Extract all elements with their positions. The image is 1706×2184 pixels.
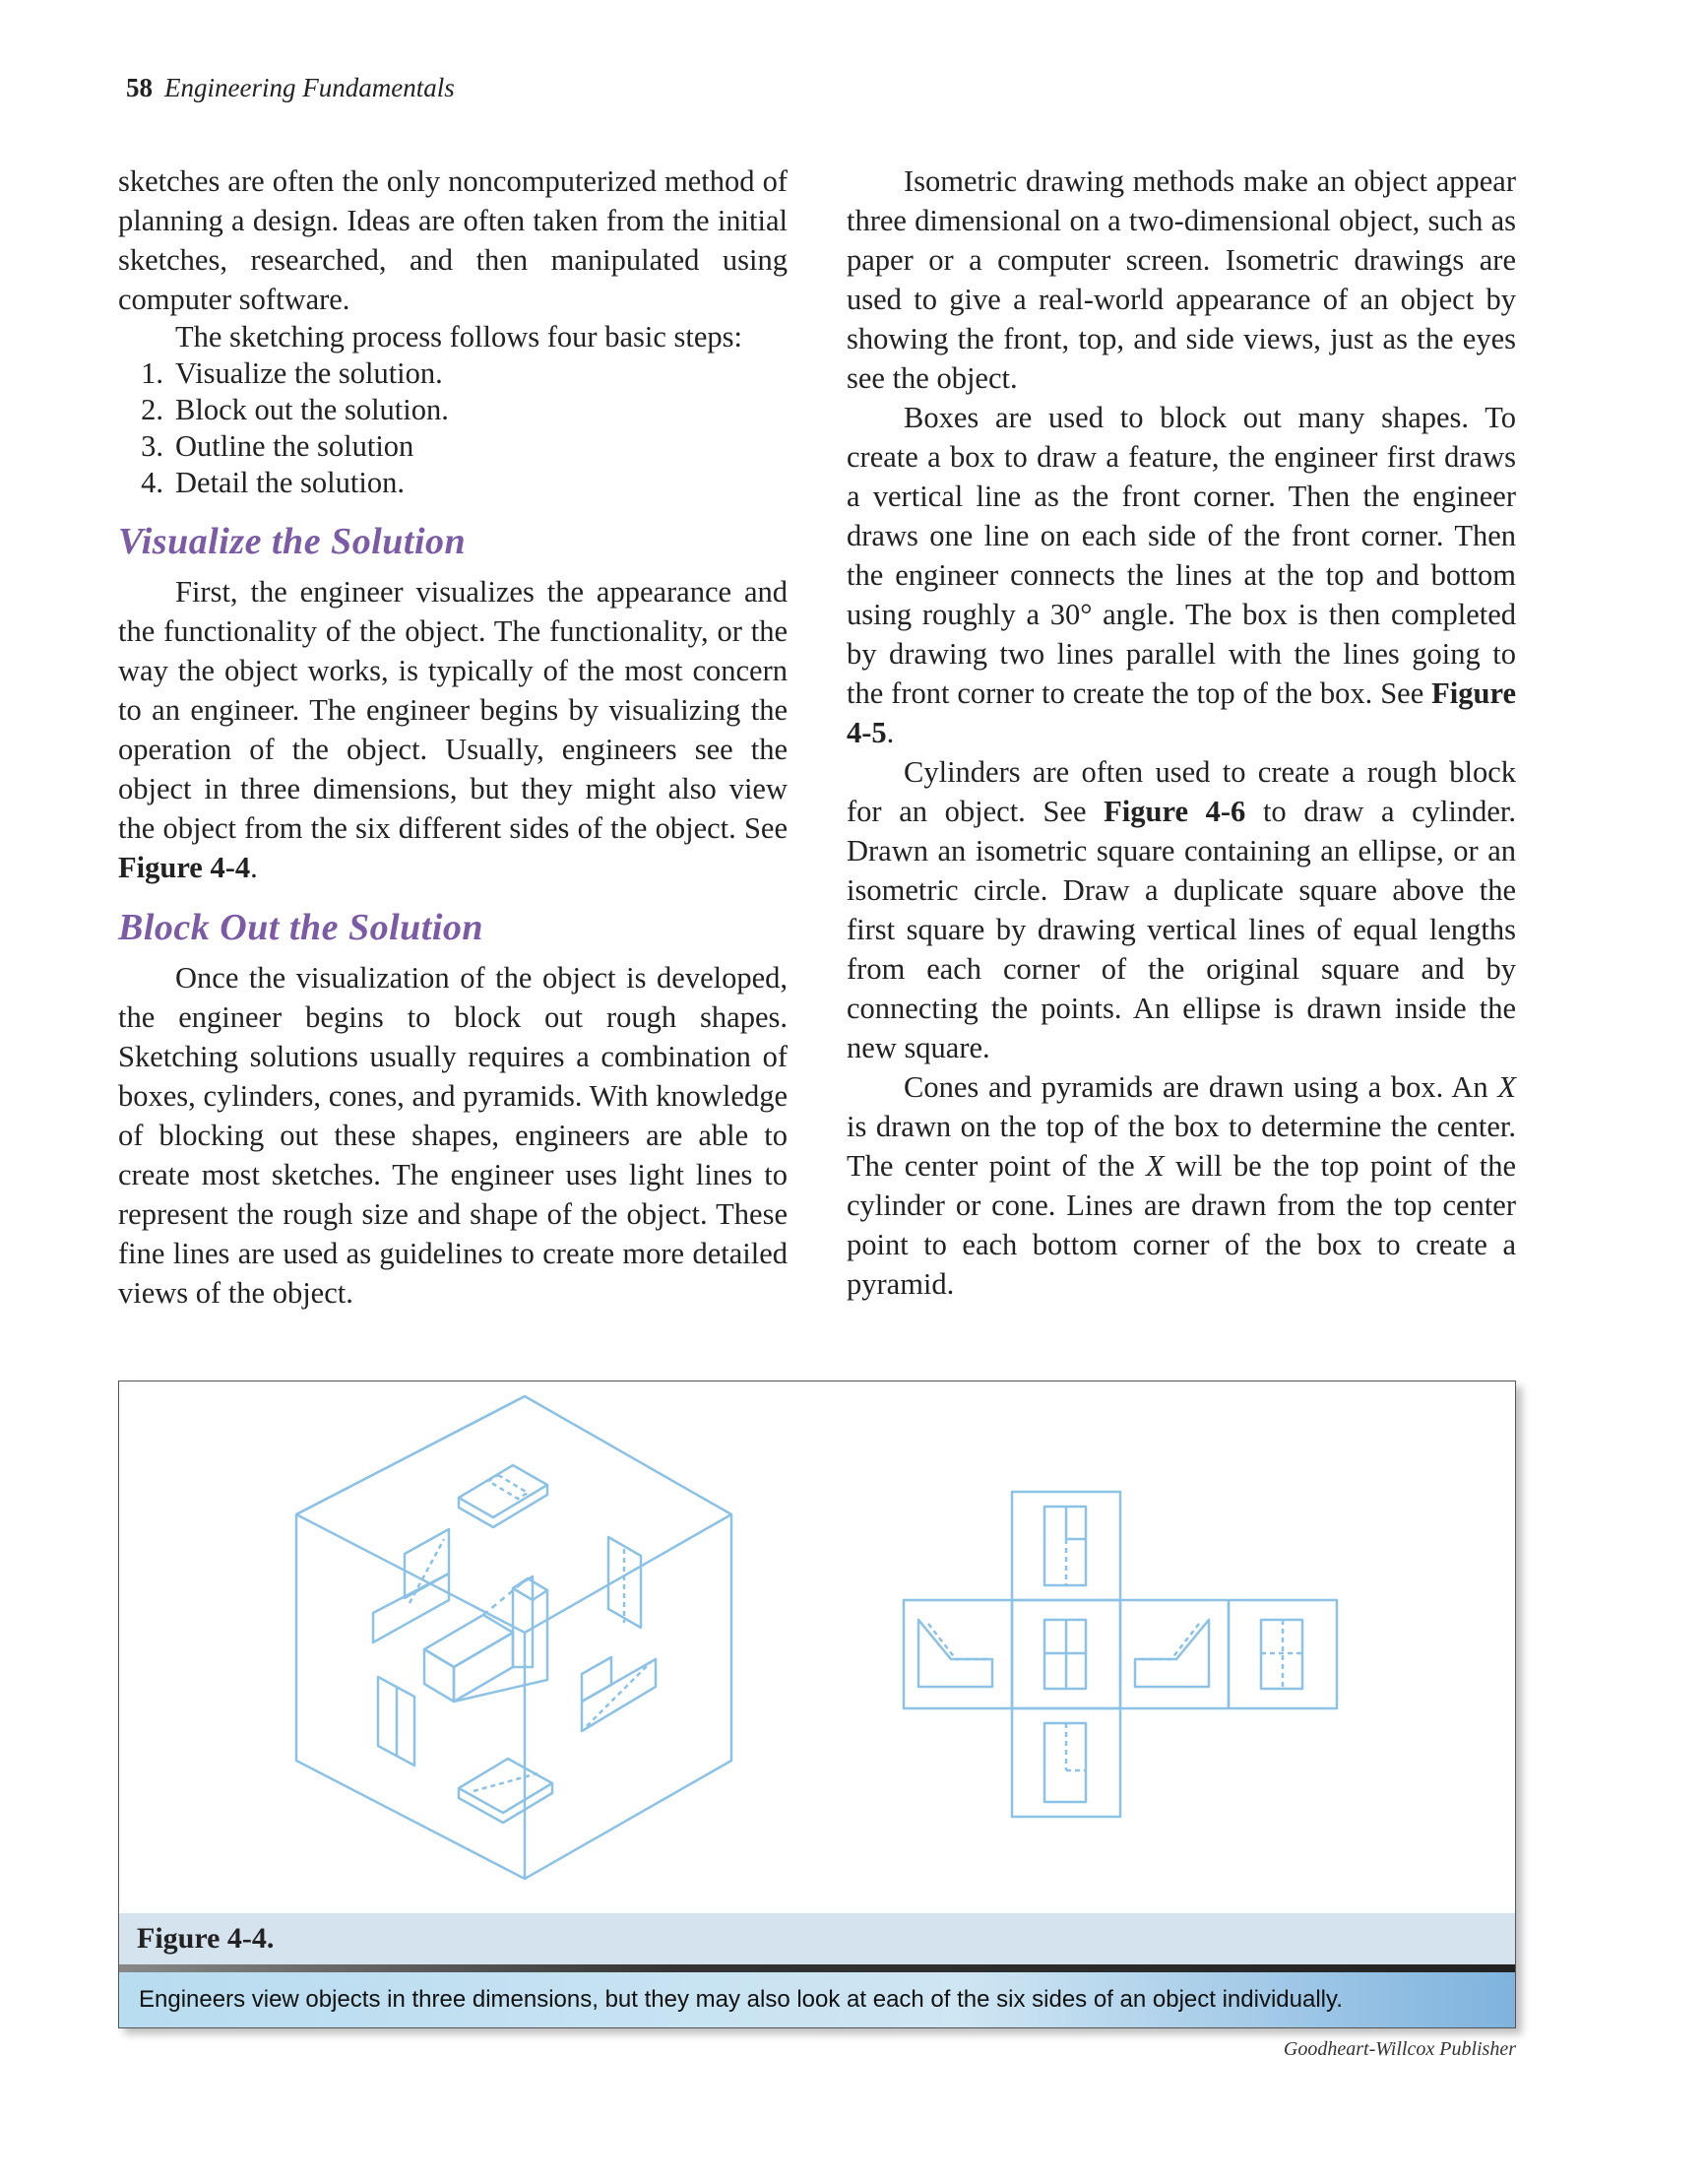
figure-caption: Engineers view objects in three dimensions, but they may also look at each of the six sides of an object individually.	[119, 1972, 1515, 2027]
left-projected-part	[373, 1529, 449, 1642]
right-column	[847, 161, 1516, 1304]
isometric-cube	[296, 1396, 731, 1879]
visualize-paragraph: First, the engineer visualizes the appearance and the functionality of the object. The functionality, or the way the object works, is typically of the most concern to an engineer. The engineer begins by visualizing the operation of the object. Usually, engineers see the object in three dimensions, but they might also view the object from the six different sides of the object. See Figure 4-4.	[118, 575, 788, 884]
section-heading-block-out: Block Out the Solution	[118, 907, 484, 948]
list-item: 4. Detail the solution.	[141, 466, 405, 499]
six-view-cross	[904, 1492, 1337, 1817]
figure-reference: Figure 4-6	[1104, 795, 1246, 828]
left-view	[904, 1600, 1012, 1708]
list-item: 2. Block out the solution.	[141, 393, 449, 426]
figure-reference: Figure 4-4	[118, 851, 251, 884]
left-column	[118, 161, 788, 1313]
list-item: 1. Visualize the solution.	[141, 356, 443, 390]
central-part	[424, 1576, 547, 1702]
section-heading-visualize: Visualize the Solution	[118, 521, 467, 562]
page-number: 58	[126, 73, 153, 102]
steps-intro: The sketching process follows four basic steps:	[175, 320, 742, 353]
page-header	[126, 73, 455, 103]
intro-paragraph: sketches are often the only noncomputerized method of planning a design. Ideas are often taken from the initial sketches, researched, and then manipulated using computer software.	[118, 164, 788, 316]
figure-4-4	[118, 1381, 1516, 2028]
isometric-paragraph: Isometric drawing methods make an object appear three dimensional on a two-dimensional object, such as paper or a computer screen. Isometric drawings are used to give a real-world appearance of an object by showing the front, top, and side views, just as the eyes see the object.	[847, 164, 1516, 395]
publisher-credit: Goodheart-Willcox Publisher	[1283, 2038, 1516, 2060]
boxes-paragraph: Boxes are used to block out many shapes. To create a box to draw a feature, the engineer first draws a vertical line as the front corner. Then the engineer draws one line on each side of the front corner. Then the engineer connects the lines at the top and bottom using roughly a 30° angle. The box is then completed by drawing two lines parallel with the lines going to the front corner to create the top of the box. See Figure 4-5.	[847, 401, 1516, 749]
running-title: Engineering Fundamentals	[164, 73, 455, 102]
cones-paragraph: Cones and pyramids are drawn using a box. An X is drawn on the top of the box to determine the center. The center point of the X will be the top point of the cylinder or cone. Lines are drawn from the top center point to each bottom corner of the box to create a pyramid.	[847, 1070, 1516, 1301]
top-projected-part	[459, 1465, 547, 1527]
steps-list	[118, 355, 788, 501]
right-lower-projected-part	[582, 1657, 656, 1731]
figure-illustration	[119, 1381, 1515, 1913]
cylinders-paragraph: Cylinders are often used to create a rough block for an object. See Figure 4-6 to draw a cylinder. Drawn an isometric square containing an ellipse, or an isometric circle. Draw a duplicate square above the first square by drawing vertical lines of equal lengths from each corner of the original square and by connecting the points. An ellipse is drawn inside the new square.	[847, 755, 1516, 1064]
bottom-projected-part	[459, 1759, 552, 1823]
figure-divider	[119, 1964, 1515, 1972]
left-lower-projected-part	[378, 1677, 414, 1766]
list-item: 3. Outline the solution	[141, 429, 414, 463]
figure-reference: Figure 4-5	[847, 676, 1516, 749]
figure-title: Figure 4-4.	[119, 1913, 1515, 1964]
block-out-paragraph: Once the visualization of the object is developed, the engineer begins to block out rough shapes. Sketching solutions usually requires a combination of boxes, cylinders, cones, and pyramids. With knowledge of blocking out these shapes, engineers are able to create most sketches. The engineer uses light lines to represent the rough size and shape of the object. These fine lines are used as guidelines to create more detailed views of the object.	[118, 961, 788, 1310]
